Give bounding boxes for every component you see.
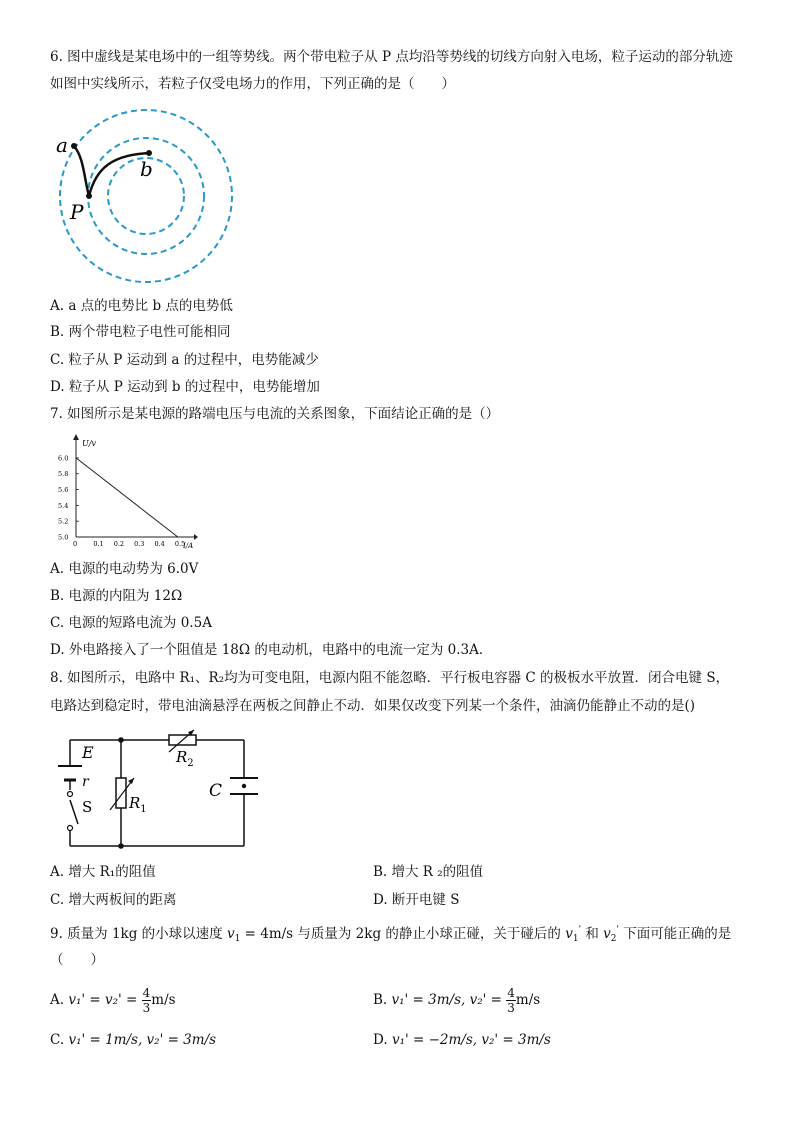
point-b [146, 150, 152, 156]
switch-contact-bottom [68, 826, 73, 831]
oil-drop [242, 784, 246, 788]
label-a: a [56, 133, 68, 157]
x-tick-label: 0.5 [174, 540, 186, 548]
switch-contact-top [68, 792, 73, 797]
y-tick-label: 5.4 [58, 501, 69, 510]
x-tick-label: 0 [73, 540, 78, 548]
point-p [86, 193, 92, 199]
junction-top [118, 737, 124, 743]
q6-option-a: A. a 点的电势比 b 点的电势低 [50, 298, 233, 314]
q7-ui-chart [56, 434, 198, 552]
q9-stem-line2: （ ） [50, 952, 104, 968]
q7-option-a: A. 电源的电动势为 6.0V [50, 561, 199, 577]
q7-option-c: C. 电源的短路电流为 0.5A [50, 615, 212, 631]
y-tick-label: 5.2 [58, 517, 69, 526]
q9-option-c: C. v₁' = 1m/s, v₂' = 3m/s [50, 1032, 217, 1048]
resistor-r1 [116, 778, 126, 808]
label-s: S [82, 798, 93, 816]
q9-stem-line1: 9. 质量为 1kg 的小球以速度 $v_1 = 4m/s$ 与质量为 2kg 的静止小球正碰，关于碰后的 $v_1'$ 和 $v_2'$ 下面可能正确的是 [50, 925, 732, 944]
y-tick-label: 5.6 [58, 486, 69, 495]
q9-option-a: A. v₁' = v₂' = $\frac{4}{3}$ m/s [50, 986, 176, 1015]
q9-option-d: D. v₁' = −2m/s, v₂' = 3m/s [373, 1032, 551, 1048]
q8-option-c: C. 增大两板间的距离 [50, 892, 177, 908]
x-tick-label: 0.4 [154, 540, 165, 548]
q9-a-fraction: $\frac{4}{3}$ [142, 986, 151, 1015]
x-axis-arrow [194, 534, 198, 540]
q7-option-d: D. 外电路接入了一个阻值是 18Ω 的电动机，电路中的电流一定为 0.3A． [50, 642, 493, 658]
q9-option-b: B. v₁' = 3m/s, v₂' = $\frac{4}{3}$ m/s [373, 986, 541, 1015]
outer-equipotential [60, 110, 232, 282]
label-r: r [82, 774, 89, 790]
label-r1: $R_1$ [129, 794, 147, 815]
label-p: P [70, 200, 84, 224]
q7-stem: 7. 如图所示是某电源的路端电压与电流的关系图象，下面结论正确的是（） [50, 406, 500, 422]
point-a [71, 143, 77, 149]
y-tick-label: 5.8 [58, 470, 69, 479]
label-e: E [82, 743, 94, 762]
series-line-ui [76, 458, 178, 537]
y-axis-arrow [73, 434, 79, 440]
middle-equipotential [88, 138, 204, 254]
q8-option-b: B. 增大 R ₂的阻值 [373, 864, 484, 880]
q6-option-b: B. 两个带电粒子电性可能相同 [50, 324, 231, 340]
y-tick-label: 5.0 [58, 533, 69, 542]
y-tick-label: 6.0 [58, 454, 69, 463]
q9-b-fraction: $\frac{4}{3}$ [507, 986, 515, 1015]
q8-circuit-diagram [54, 728, 264, 850]
x-tick-label: 0.3 [134, 540, 145, 548]
q8-option-a: A. 增大 R₁的阻值 [50, 864, 156, 880]
q8-stem-line1: 8. 如图所示，电路中 R₁、R₂均为可变电阻，电源内阻不能忽略．平行板电容器 C 的极板水平放置．闭合电键 S， [50, 670, 730, 686]
x-axis-label: I/A [183, 542, 194, 550]
q6-option-d: D. 粒子从 P 运动到 b 的过程中，电势能增加 [50, 379, 320, 395]
q6-stem-line2: 如图中实线所示，若粒子仅受电场力的作用，下列正确的是（ ） [50, 76, 455, 92]
trajectory-to-a [74, 146, 89, 196]
q6-stem-line1: 6. 图中虚线是某电场中的一组等势线。两个带电粒子从 P 点均沿等势线的切线方向射入电场，粒子运动的部分轨迹 [50, 49, 733, 65]
y-axis-label: U/v [82, 439, 96, 448]
q8-stem-line2: 电路达到稳定时，带电油滴悬浮在两板之间静止不动．如果仅改变下列某一个条件，油滴仍能静止不动的是() [50, 698, 696, 714]
q7-option-b: B. 电源的内阻为 12Ω [50, 588, 183, 604]
junction-bottom [118, 843, 124, 849]
q8-option-d: D. 断开电键 S [373, 892, 460, 908]
label-c: C [209, 781, 223, 801]
label-b: b [140, 157, 153, 181]
x-tick-label: 0.2 [113, 540, 125, 548]
label-r2: $R_2$ [176, 748, 194, 769]
q6-option-c: C. 粒子从 P 运动到 a 的过程中，电势能减少 [50, 352, 319, 368]
x-tick-label: 0.1 [93, 540, 104, 548]
q6-figure-equipotentials [50, 108, 240, 288]
